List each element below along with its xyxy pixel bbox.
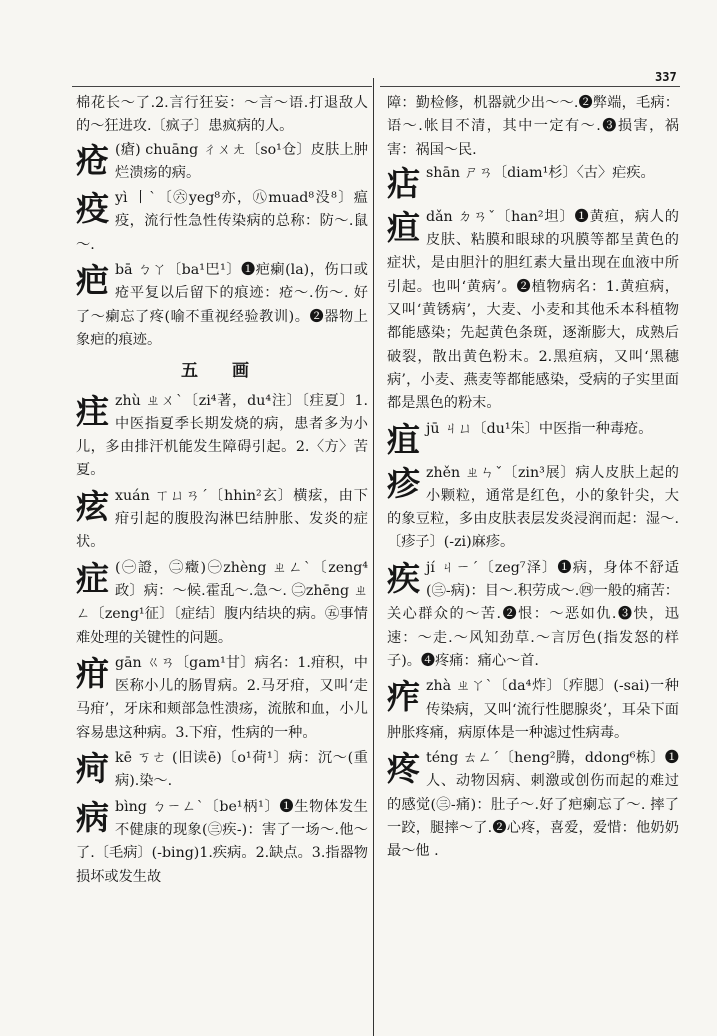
headword: 疫 bbox=[76, 189, 109, 229]
top-rule-left bbox=[72, 86, 372, 87]
headword: 疽 bbox=[387, 419, 420, 459]
definition: yì 丨ˋ〔㊅yeg⁸亦，㊇muad⁸没⁸〕瘟疫，流行性急性传染病的总称：防～.鼠～. bbox=[76, 190, 368, 253]
headword: 症 bbox=[76, 558, 109, 598]
dictionary-entry bbox=[76, 652, 368, 745]
headword: 疾 bbox=[387, 558, 420, 598]
dictionary-entry bbox=[76, 796, 368, 889]
top-rule-right bbox=[380, 86, 680, 87]
dictionary-entry bbox=[387, 418, 679, 460]
dictionary-entry bbox=[76, 139, 368, 186]
headword: 痄 bbox=[387, 677, 420, 717]
definition: gān ㄍㄢ〔gam¹甘〕病名：1.疳积，中医称小儿的肠胃病。2.马牙疳，又叫‘走马疳’，牙床和颊部急性溃疡，流脓和血，小儿容易患这种病。3.下疳，性病的一种。 bbox=[76, 654, 368, 741]
dictionary-entry bbox=[76, 259, 368, 352]
headword: 疮 bbox=[76, 140, 109, 180]
dictionary-entry bbox=[387, 675, 679, 745]
headword: 痁 bbox=[387, 163, 420, 203]
definition: zhù ㄓㄨˋ〔zi⁴著，du⁴注〕〔疰夏〕1.中医指夏季长期发烧的病，患者多为小儿，多由排汗机能发生障碍引起。2.〈方〉苦夏。 bbox=[76, 392, 368, 479]
headword: 疹 bbox=[387, 463, 420, 503]
definition: shān ㄕㄢ〔diam¹杉〕〈古〉疟疾。 bbox=[426, 164, 655, 181]
page-number: 337 bbox=[655, 70, 677, 84]
definition: jí ㄐㄧˊ〔zeg⁷泽〕❶病，身体不舒适(㊂-病)：目～.积劳成～.㊃一般的痛苦：关心群众的～苦.❷恨：～恶如仇.❸快，迅速：～走.～风知劲草.～言厉色(指发怒的样子)。❹疼痛：痛心～首. bbox=[387, 559, 679, 669]
headword: 疤 bbox=[76, 261, 109, 301]
dictionary-entry bbox=[76, 557, 368, 650]
headword: 病 bbox=[76, 797, 109, 837]
dictionary-entry bbox=[387, 206, 679, 416]
headword: 疼 bbox=[387, 749, 420, 789]
definition: zhà ㄓㄚˋ〔da⁴炸〕〔痄腮〕(-sai)一种传染病，又叫‘流行性腮腺炎’，耳朵下面肿胀疼痛，病原体是一种滤过性病毒。 bbox=[387, 678, 679, 741]
definition: jū ㄐㄩ〔du¹朱〕中医指一种毒疮。 bbox=[426, 420, 653, 437]
headword: 疸 bbox=[387, 207, 420, 247]
headword: 痃 bbox=[76, 486, 109, 526]
headword: 疳 bbox=[76, 653, 109, 693]
dictionary-entry bbox=[76, 747, 368, 794]
headword: 疴 bbox=[76, 749, 109, 789]
right-column bbox=[387, 92, 679, 866]
definition: zhěn ㄓㄣˇ〔zin³展〕病人皮肤上起的小颗粒，通常是红色，小的象针尖，大的象豆粒，多由皮肤表层发炎浸润而起：湿～.〔疹子〕(-zi)麻疹。 bbox=[387, 464, 679, 551]
definition: (㊀證，㊁癥)㊀zhèng ㄓㄥˋ〔zeng⁴政〕病：～候.霍乱～.急～. ㊁zhēng ㄓㄥ〔zeng¹征〕〔症结〕腹内结块的病。㊄事情难处理的关键性的问题。 bbox=[76, 559, 368, 646]
dictionary-entry bbox=[387, 162, 679, 204]
dictionary-entry bbox=[76, 390, 368, 483]
dictionary-entry bbox=[76, 187, 368, 257]
definition: (瘡) chuāng ㄔㄨㄤ〔so¹仓〕皮肤上肿烂溃疡的病。 bbox=[115, 141, 368, 181]
definition: bā ㄅㄚ〔ba¹巴¹〕❶疤瘌(la)，伤口或疮平复以后留下的痕迹：疮～.伤～. 好了～瘌忘了疼(喻不重视经验教训)。❷器物上象疤的痕迹。 bbox=[76, 262, 368, 348]
dictionary-entry bbox=[387, 747, 679, 863]
definition: téng ㄊㄥˊ〔heng²腾，ddong⁶栋〕❶人、动物因病、刺激或创伤而起的难过的感觉(㊂-痛)：肚子～.好了疤瘌忘了～. 摔了一跤，腿摔～了.❷心疼，喜爱，爱惜：他奶奶最～他 . bbox=[387, 750, 679, 860]
dictionary-entry bbox=[387, 462, 679, 555]
column-divider bbox=[373, 78, 374, 1036]
definition: bìng ㄅㄧㄥˋ〔be¹柄¹〕❶生物体发生不健康的现象(㊂疾-)：害了一场～.他～了.〔毛病〕(-bing)1.疾病。2.缺点。3.指器物损坏或发生故 bbox=[76, 798, 368, 885]
headword: 疰 bbox=[76, 391, 109, 431]
dictionary-entry bbox=[387, 557, 679, 673]
definition: dǎn ㄉㄢˇ〔han²坦〕❶黄疸，病人的皮肤、粘膜和眼球的巩膜等都呈黄色的症状，是由胆汁的胆红素大量出现在血液中所引起。也叫‘黄病’。❷植物病名：1.黄疸病，又叫‘黄锈病’，大麦、小麦和其他禾本科植物都能感染；先起黄色条斑，逐渐膨大，成熟后破裂，散出黄色粉末。2.黑疸病，又叫‘黑穗病’，小麦、燕麦等都能感染，受病的子实里面都是黑色的粉末。 bbox=[387, 208, 679, 412]
continuation-text: 棉花长～了.2.言行狂妄：～言～语.打退敌人的～狂进攻.〔疯子〕患疯病的人。 bbox=[76, 95, 368, 135]
continuation-text: 障：勤检修，机器就少出～～.❷弊端，毛病：语～.帐目不清，其中一定有～.❸损害，祸害：祸国～民. bbox=[387, 95, 679, 158]
dictionary-entry bbox=[76, 485, 368, 555]
definition: kē ㄎㄜ (旧读ē)〔o¹荷¹〕病：沉～(重病).染～. bbox=[115, 750, 368, 790]
left-column bbox=[76, 92, 368, 891]
section-heading: 五 画 bbox=[181, 361, 263, 382]
definition: xuán ㄒㄩㄢˊ〔hhin²玄〕横痃，由下疳引起的腹股沟淋巴结肿胀、发炎的症状。 bbox=[76, 487, 368, 551]
